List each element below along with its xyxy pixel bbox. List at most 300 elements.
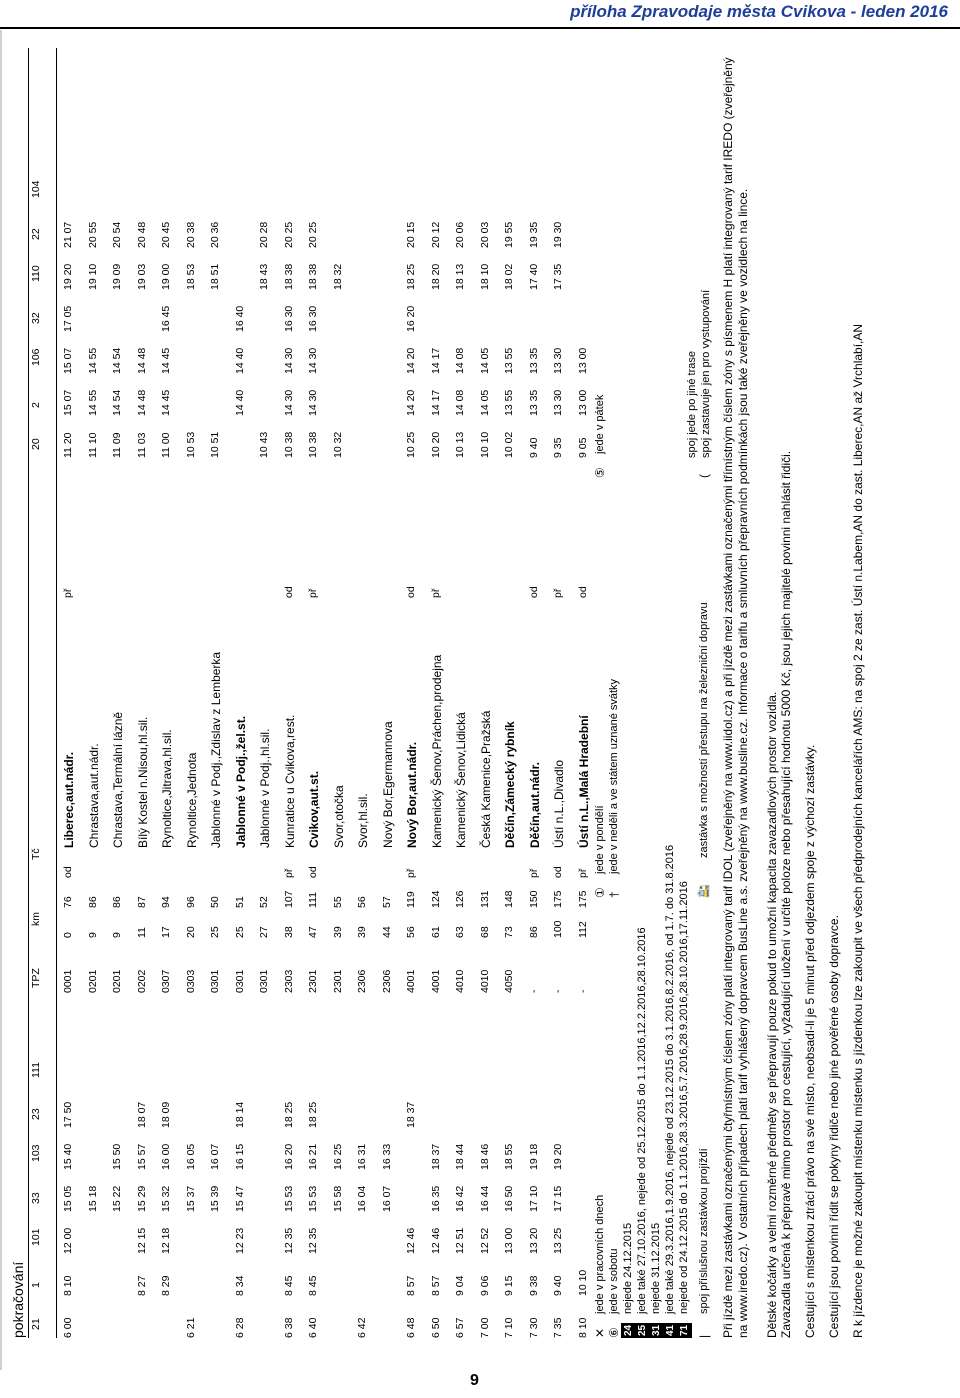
legend-symbol: 41 bbox=[665, 1324, 676, 1336]
table-head-rule bbox=[56, 48, 57, 1338]
departure-time: 14 17 bbox=[429, 347, 442, 374]
departure-time: 10 13 bbox=[454, 431, 466, 458]
note-paragraph: Cestující jsou povinni řídit se pokyny řidiče nebo jiné pověřené osoby dopravce. bbox=[827, 915, 841, 1338]
departure-time: 10 53 bbox=[184, 431, 197, 458]
km-value: 56 bbox=[405, 926, 417, 938]
departure-time: 14 17 bbox=[429, 389, 442, 416]
departure-time: 10 38 bbox=[282, 431, 295, 458]
km-value: 11 bbox=[135, 927, 148, 938]
departure-time: 12 46 bbox=[405, 1227, 417, 1254]
departure-time: 13 30 bbox=[552, 389, 564, 416]
departure-time: 20 28 bbox=[258, 221, 270, 248]
departure-time: 16 44 bbox=[478, 1185, 491, 1212]
station-name: Česká Kamenice,Pražská bbox=[478, 710, 493, 848]
departure-time: 8 10 bbox=[62, 1275, 74, 1296]
departure-time: 20 03 bbox=[478, 221, 491, 248]
departure-time: 19 03 bbox=[135, 263, 148, 290]
departure-time: 18 09 bbox=[160, 1101, 172, 1128]
departure-time: 15 29 bbox=[135, 1185, 148, 1212]
departure-time: 14 05 bbox=[478, 347, 491, 374]
km-value: 87 bbox=[135, 896, 148, 908]
km-value: 86 bbox=[111, 896, 123, 908]
tpz-zone: 2301 bbox=[307, 969, 319, 993]
legend-symbol: ⑥ bbox=[607, 1327, 621, 1338]
departure-time: 18 32 bbox=[331, 263, 344, 290]
km-value: 175 bbox=[576, 890, 589, 908]
departure-time: 20 25 bbox=[307, 221, 319, 248]
departure-time: 15 05 bbox=[62, 1185, 74, 1212]
km-value: 9 bbox=[111, 932, 123, 938]
head-train-number: 103 bbox=[30, 1144, 42, 1162]
km-value: 38 bbox=[282, 926, 295, 938]
legend-symbol: ① bbox=[593, 887, 607, 898]
departure-time: 12 46 bbox=[429, 1227, 442, 1254]
tpz-zone: - bbox=[552, 989, 564, 993]
page-number: 9 bbox=[470, 1372, 479, 1389]
km-value: 27 bbox=[258, 926, 270, 938]
station-name: Liberec,aut.nádr. bbox=[62, 751, 76, 848]
arr-dep-mark: př bbox=[307, 588, 319, 598]
station-name: Děčín,aut.nádr. bbox=[527, 761, 542, 848]
departure-time: 18 37 bbox=[405, 1101, 417, 1128]
departure-time: 17 05 bbox=[62, 305, 74, 332]
legend-text: jede v neděli a ve státem uznané svátky bbox=[608, 678, 620, 874]
departure-time: 20 54 bbox=[111, 221, 123, 248]
departure-time: 14 40 bbox=[233, 389, 246, 416]
departure-time: 16 04 bbox=[356, 1185, 368, 1212]
departure-time: 19 30 bbox=[552, 221, 564, 248]
departure-time: 19 35 bbox=[527, 221, 540, 248]
head-train-number: 110 bbox=[30, 265, 42, 282]
departure-time: 7 10 bbox=[503, 1317, 515, 1338]
departure-time: 19 18 bbox=[527, 1143, 540, 1170]
station-name: Cvikov,aut.st. bbox=[307, 770, 321, 848]
departure-time: 9 15 bbox=[503, 1275, 515, 1296]
legend-text: zastávka s možností přestupu na železniční dopravu bbox=[698, 602, 710, 858]
departure-time: 14 20 bbox=[405, 389, 417, 416]
legend-symbol: ✕ bbox=[593, 1327, 607, 1338]
departure-time: 9 05 bbox=[576, 437, 589, 458]
km-value: 47 bbox=[307, 926, 319, 938]
departure-time: 14 08 bbox=[454, 389, 466, 416]
departure-time: 18 38 bbox=[307, 263, 319, 290]
departure-time: 18 51 bbox=[209, 263, 221, 290]
departure-time: 9 38 bbox=[527, 1275, 540, 1296]
departure-time: 16 21 bbox=[307, 1143, 319, 1170]
departure-time: 6 00 bbox=[62, 1317, 74, 1338]
tpz-zone: 0202 bbox=[135, 969, 148, 993]
departure-time: 11 03 bbox=[135, 432, 148, 458]
head-train-number: 20 bbox=[30, 438, 42, 450]
note-paragraph: Při jízdě mezi zastávkami označenými čtyřmístným číslem zóny platí integrovaný tarif IDOL (zveřejněný na www.iidol.cz) a při jízdě mezi zastávkami označenými třímístným číslem zóny s písmenem H platí integrovaný tarif IREDO (zveřejněný na www.iredo.cz). V ostatních případech platí tarif vyhlášený dopravcem BusLine a.s. zveřejněný na www.busline.cz. Informace o tarifu a smluvních přepravních podmínkách jsou také zveřejněny ve vozidlech na lince. bbox=[721, 57, 750, 1338]
departure-time: 18 13 bbox=[454, 263, 466, 290]
station-name: Nový Bor,aut.nádr. bbox=[405, 741, 419, 848]
head-train-number: 101 bbox=[30, 1228, 42, 1246]
departure-time: 15 53 bbox=[282, 1185, 295, 1212]
departure-time: 15 07 bbox=[62, 347, 74, 374]
km-value: 57 bbox=[380, 896, 393, 908]
departure-time: 19 55 bbox=[503, 221, 515, 248]
departure-time: 8 57 bbox=[429, 1275, 442, 1296]
departure-time: 15 53 bbox=[307, 1185, 319, 1212]
km-value: 25 bbox=[233, 926, 246, 938]
departure-time: 11 09 bbox=[111, 432, 123, 458]
km-value: 96 bbox=[184, 896, 197, 908]
station-name: Jablonné v Podj.,Zdislav z Lemberka bbox=[209, 651, 223, 848]
legend-symbol: 24 bbox=[623, 1324, 634, 1336]
departure-time: 8 45 bbox=[307, 1275, 319, 1296]
km-value: 124 bbox=[429, 890, 442, 908]
departure-time: 18 02 bbox=[503, 263, 515, 290]
tpz-zone: 0201 bbox=[86, 969, 99, 993]
departure-time: 14 30 bbox=[307, 347, 319, 374]
arr-dep-mark: od bbox=[282, 586, 295, 598]
tpz-zone: 4010 bbox=[478, 969, 491, 993]
arr-dep-mark: př bbox=[527, 868, 540, 878]
km-value: 126 bbox=[454, 890, 466, 908]
tpz-zone: 4010 bbox=[454, 969, 466, 993]
arr-dep-mark: od bbox=[552, 866, 564, 878]
arr-dep-mark: od bbox=[62, 866, 74, 878]
km-value: 100 bbox=[552, 920, 564, 938]
km-value: 175 bbox=[552, 890, 564, 908]
legend-symbol: † bbox=[607, 891, 621, 898]
departure-time: 12 52 bbox=[478, 1227, 491, 1254]
departure-time: 18 25 bbox=[282, 1101, 295, 1128]
tpz-zone: 2303 bbox=[282, 969, 295, 993]
departure-time: 15 58 bbox=[331, 1185, 344, 1212]
km-value: 68 bbox=[478, 926, 491, 938]
tpz-zone: 4001 bbox=[405, 969, 417, 993]
departure-time: 6 42 bbox=[356, 1317, 368, 1338]
arr-dep-mark: od bbox=[405, 586, 417, 598]
departure-time: 10 43 bbox=[258, 431, 270, 458]
departure-time: 11 10 bbox=[86, 432, 99, 458]
departure-time: 18 53 bbox=[184, 263, 197, 290]
tpz-zone: 4001 bbox=[429, 969, 442, 993]
departure-time: 16 15 bbox=[233, 1143, 246, 1170]
station-name: Ústí n.L.,Divadlo bbox=[552, 759, 566, 848]
tpz-zone: 0307 bbox=[160, 969, 172, 993]
departure-time: 20 38 bbox=[184, 221, 197, 248]
tpz-zone: 2306 bbox=[380, 969, 393, 993]
legend-text: spoj příslušnou zastávkou projíždí bbox=[698, 1148, 710, 1314]
departure-time: 15 40 bbox=[62, 1143, 74, 1170]
head-train-number: 32 bbox=[30, 312, 42, 324]
legend-text: spoj jede po jiné trase bbox=[686, 350, 698, 458]
departure-time: 9 35 bbox=[552, 437, 564, 458]
note-paragraph: R k jízdence je možné zakoupit místenku místenku s jízdenkou lze zakoupit ve všech předprodejních kancelářích AMS: na spoj 2 ze zast. Ústí n.Labem,AN do zast. Liberec,AN až Vrchlabí,AN bbox=[851, 323, 865, 1338]
tpz-zone: 0301 bbox=[258, 969, 270, 993]
station-name: Chrastava,Termální lázně bbox=[111, 711, 125, 848]
departure-time: 7 30 bbox=[527, 1317, 540, 1338]
km-value: 9 bbox=[86, 932, 99, 938]
legend-symbol: 71 bbox=[679, 1324, 690, 1336]
departure-time: 19 10 bbox=[86, 263, 99, 290]
departure-time: 6 40 bbox=[307, 1317, 319, 1338]
head-train-number: 33 bbox=[30, 1192, 42, 1204]
continued-label: pokračování bbox=[10, 1261, 26, 1338]
tpz-zone: - bbox=[527, 989, 540, 993]
departure-time: 14 30 bbox=[307, 389, 319, 416]
other-route-symbol: ( bbox=[697, 474, 711, 478]
head-km: km bbox=[30, 912, 42, 926]
departure-time: 14 45 bbox=[160, 347, 172, 374]
departure-time: 17 40 bbox=[527, 263, 540, 290]
legend-symbol: 31 bbox=[651, 1324, 662, 1336]
departure-time: 20 25 bbox=[282, 221, 295, 248]
station-name: Děčín,Zámecký rybník bbox=[503, 721, 517, 848]
km-value: 44 bbox=[380, 926, 393, 938]
departure-time: 16 30 bbox=[282, 305, 295, 332]
departure-time: 14 48 bbox=[135, 389, 148, 416]
legend-text: jede v pátek bbox=[594, 394, 606, 454]
station-name: Rynoltice,Jednota bbox=[184, 752, 199, 848]
departure-time: 16 45 bbox=[160, 305, 172, 332]
departure-time: 14 30 bbox=[282, 347, 295, 374]
tpz-zone: 0301 bbox=[209, 969, 221, 993]
departure-time: 13 35 bbox=[527, 347, 540, 374]
departure-time: 19 00 bbox=[160, 263, 172, 290]
departure-time: 18 43 bbox=[258, 263, 270, 290]
departure-time: 12 15 bbox=[135, 1227, 148, 1254]
km-value: 150 bbox=[527, 890, 540, 908]
departure-time: 15 22 bbox=[111, 1185, 123, 1212]
station-name: Bílý Kostel n.Nisou,hl.sil. bbox=[135, 716, 150, 848]
arr-dep-mark: př bbox=[429, 588, 442, 598]
departure-time: 12 00 bbox=[62, 1227, 74, 1254]
departure-time: 15 37 bbox=[184, 1185, 197, 1212]
legend-text: jede také 29.3.2016,1.9.2016, nejede od 23.12.2015 do 3.1.2016,8.2.2016, od 1.7. do 31.8.2016 bbox=[664, 844, 676, 1314]
departure-time: 11 20 bbox=[62, 432, 74, 458]
km-value: 86 bbox=[527, 926, 540, 938]
km-value: 94 bbox=[160, 896, 172, 908]
departure-time: 8 34 bbox=[233, 1275, 246, 1296]
km-value: 25 bbox=[209, 926, 221, 938]
departure-time: 20 12 bbox=[429, 221, 442, 248]
departure-time: 11 00 bbox=[160, 432, 172, 458]
departure-time: 14 54 bbox=[111, 347, 123, 374]
departure-time: 15 07 bbox=[62, 389, 74, 416]
departure-time: 20 55 bbox=[86, 221, 99, 248]
arr-dep-mark: od bbox=[576, 586, 589, 598]
departure-time: 18 37 bbox=[429, 1143, 442, 1170]
station-name: Kunratice u Cvikova,rest. bbox=[282, 714, 297, 848]
departure-time: 10 38 bbox=[307, 431, 319, 458]
station-name: Nový Bor,Egermannova bbox=[380, 721, 395, 848]
station-name: Kamenický Šenov,Práchen,prodejna bbox=[429, 654, 444, 848]
departure-time: 10 02 bbox=[503, 431, 515, 458]
departure-time: 14 08 bbox=[454, 347, 466, 374]
departure-time: 16 05 bbox=[184, 1143, 197, 1170]
table-top-rule bbox=[28, 48, 29, 1338]
km-value: 39 bbox=[331, 926, 344, 938]
departure-time: 18 44 bbox=[454, 1143, 466, 1170]
departure-time: 15 39 bbox=[209, 1185, 221, 1212]
departure-time: 17 35 bbox=[552, 263, 564, 290]
departure-time: 16 20 bbox=[282, 1143, 295, 1170]
km-value: 86 bbox=[86, 896, 99, 908]
departure-time: 16 35 bbox=[429, 1185, 442, 1212]
departure-time: 18 14 bbox=[233, 1101, 246, 1128]
departure-time: 6 38 bbox=[282, 1317, 295, 1338]
km-value: 63 bbox=[454, 926, 466, 938]
departure-time: 6 57 bbox=[454, 1317, 466, 1338]
departure-time: 10 51 bbox=[209, 431, 221, 458]
departure-time: 14 45 bbox=[160, 389, 172, 416]
departure-time: 7 00 bbox=[478, 1317, 491, 1338]
train-icon: 🚉 bbox=[698, 884, 710, 898]
departure-time: 8 57 bbox=[405, 1275, 417, 1296]
km-value: 76 bbox=[62, 896, 74, 908]
km-value: 55 bbox=[331, 896, 344, 908]
legend-text: nejede od 24.12.2015 do 1.1.2016,28.3.2016,5.7.2016,28.9.2016,28.10.2016,17.11.2016 bbox=[678, 881, 690, 1314]
departure-time: 6 28 bbox=[233, 1317, 246, 1338]
km-value: 61 bbox=[429, 926, 442, 938]
departure-time: 13 35 bbox=[527, 389, 540, 416]
departure-time: 16 33 bbox=[380, 1143, 393, 1170]
km-value: 111 bbox=[307, 892, 319, 908]
departure-time: 15 57 bbox=[135, 1143, 148, 1170]
head-train-number: 106 bbox=[30, 348, 42, 366]
departure-time: 18 07 bbox=[135, 1101, 148, 1128]
tpz-zone: 2301 bbox=[331, 969, 344, 993]
station-name: Svor,hl.sil. bbox=[356, 793, 370, 848]
legend-symbol: 25 bbox=[637, 1324, 648, 1336]
head-tpz: TPZ bbox=[30, 968, 42, 988]
tpz-zone: 2306 bbox=[356, 969, 368, 993]
legend-text: jede v sobotu bbox=[608, 1248, 620, 1314]
departure-time: 14 54 bbox=[111, 389, 123, 416]
km-value: 39 bbox=[356, 926, 368, 938]
departure-time: 6 50 bbox=[429, 1317, 442, 1338]
legend-text: jede v pondělí bbox=[594, 805, 606, 874]
departure-time: 12 51 bbox=[454, 1227, 466, 1254]
km-value: 112 bbox=[576, 921, 589, 938]
departure-time: 14 40 bbox=[233, 347, 246, 374]
departure-time: 15 47 bbox=[233, 1185, 246, 1212]
legend-text: nejede 31.12.2015 bbox=[650, 1222, 662, 1314]
departure-time: 12 35 bbox=[282, 1227, 295, 1254]
km-value: 20 bbox=[184, 926, 197, 938]
note-paragraph: Cestující s místenkou ztrácí právo na své místo, neobsadí-li je 5 minut před odjezdem spoje z výchozí zastávky. bbox=[803, 744, 817, 1338]
departure-time: 10 25 bbox=[405, 431, 417, 458]
legend-text: nejede 24.12.2015 bbox=[622, 1222, 634, 1314]
departure-time: 13 30 bbox=[552, 347, 564, 374]
departure-time: 18 46 bbox=[478, 1143, 491, 1170]
station-name: Ústí n.L.,Malá Hradební bbox=[576, 715, 591, 848]
departure-time: 16 20 bbox=[405, 305, 417, 332]
departure-time: 18 25 bbox=[307, 1101, 319, 1128]
departure-time: 6 21 bbox=[184, 1317, 197, 1338]
departure-time: 14 48 bbox=[135, 347, 148, 374]
departure-time: 12 18 bbox=[160, 1227, 172, 1254]
km-value: 50 bbox=[209, 896, 221, 908]
departure-time: 6 48 bbox=[405, 1317, 417, 1338]
departure-time: 9 06 bbox=[478, 1275, 491, 1296]
departure-time: 13 20 bbox=[527, 1227, 540, 1254]
note-paragraph: Dětské kočárky a velmi rozměrné předměty se přepravují pouze pokud to umožní kapacita zavazadlových prostor vozidla. bbox=[765, 691, 779, 1338]
tpz-zone: 0303 bbox=[184, 969, 197, 993]
departure-time: 16 07 bbox=[380, 1185, 393, 1212]
departure-time: 17 50 bbox=[62, 1101, 74, 1128]
km-value: 51 bbox=[233, 896, 246, 908]
head-train-number: 23 bbox=[30, 1108, 42, 1120]
legend-text: spoj zastavuje jen pro vystupování bbox=[700, 289, 712, 458]
head-tc: Tč bbox=[30, 848, 42, 860]
departure-time: 18 55 bbox=[503, 1143, 515, 1170]
departure-time: 17 15 bbox=[552, 1185, 564, 1212]
departure-time: 13 00 bbox=[576, 389, 589, 416]
departure-time: 14 55 bbox=[86, 347, 99, 374]
header-rule bbox=[0, 27, 960, 29]
head-train-number: 21 bbox=[30, 1318, 42, 1330]
tpz-zone: 0201 bbox=[111, 969, 123, 993]
head-train-number: 1 bbox=[30, 1282, 42, 1288]
station-name: Svor,otočka bbox=[331, 785, 346, 848]
header-title: příloha Zpravodaje města Cvikova - leden 2016 bbox=[570, 2, 948, 21]
arr-dep-mark: od bbox=[307, 866, 319, 878]
head-train-number: 111 bbox=[30, 1062, 42, 1078]
departure-time: 13 00 bbox=[503, 1227, 515, 1254]
tpz-zone: 0001 bbox=[62, 969, 74, 993]
head-train-number: 104 bbox=[30, 180, 42, 198]
km-value: 52 bbox=[258, 896, 270, 908]
km-value: 131 bbox=[478, 890, 491, 908]
departure-time: 10 10 bbox=[478, 431, 491, 458]
km-value: 107 bbox=[282, 890, 295, 908]
departure-time: 14 55 bbox=[86, 389, 99, 416]
departure-time: 21 07 bbox=[62, 221, 74, 248]
departure-time: 14 05 bbox=[478, 389, 491, 416]
departure-time: 20 45 bbox=[160, 221, 172, 248]
departure-time: 8 27 bbox=[135, 1275, 148, 1296]
station-name: Jablonné v Podj.,žel.st. bbox=[233, 715, 248, 848]
departure-time: 15 32 bbox=[160, 1185, 172, 1212]
departure-time: 9 04 bbox=[454, 1275, 466, 1296]
departure-time: 20 15 bbox=[405, 221, 417, 248]
margin-rule bbox=[0, 30, 2, 1370]
departure-time: 10 20 bbox=[429, 431, 442, 458]
departure-time: 13 25 bbox=[552, 1227, 564, 1254]
km-value: 17 bbox=[160, 926, 172, 938]
departure-time: 17 10 bbox=[527, 1185, 540, 1212]
departure-time: 10 32 bbox=[331, 431, 344, 458]
legend-text: jede také 27.10.2016, nejede od 25.12.2015 do 1.1.2016,12.2.2016,28.10.2016 bbox=[636, 927, 648, 1314]
departure-time: 19 20 bbox=[62, 263, 74, 290]
legend-symbol: ⑤ bbox=[593, 467, 607, 478]
head-train-number: 2 bbox=[30, 402, 42, 408]
departure-time: 13 55 bbox=[503, 347, 515, 374]
km-value: 73 bbox=[503, 926, 515, 938]
arr-dep-mark: př bbox=[552, 588, 564, 598]
departure-time: 19 09 bbox=[111, 263, 123, 290]
departure-time: 13 55 bbox=[503, 389, 515, 416]
km-value: 119 bbox=[405, 891, 417, 908]
departure-time: 8 45 bbox=[282, 1275, 295, 1296]
km-value: 56 bbox=[356, 896, 368, 908]
departure-time: 16 25 bbox=[331, 1143, 344, 1170]
station-name: Rynoltice,Jitrava,hl.sil. bbox=[160, 729, 174, 848]
departure-time: 15 50 bbox=[111, 1143, 123, 1170]
note-paragraph: Zavazadla určená k přepravě mimo prostor pro cestující, vyžadující uložení v určité poloze nebo přesahující hodnotu 5000 Kč, jsou jejich majitelé povinni nahlásit řidiči. bbox=[779, 450, 793, 1338]
pass-symbol: | bbox=[697, 1334, 711, 1338]
km-value: 148 bbox=[503, 890, 515, 908]
departure-time: 18 38 bbox=[282, 263, 295, 290]
departure-time: 16 30 bbox=[307, 305, 319, 332]
departure-time: 12 23 bbox=[233, 1227, 246, 1254]
page-header bbox=[0, 0, 960, 30]
